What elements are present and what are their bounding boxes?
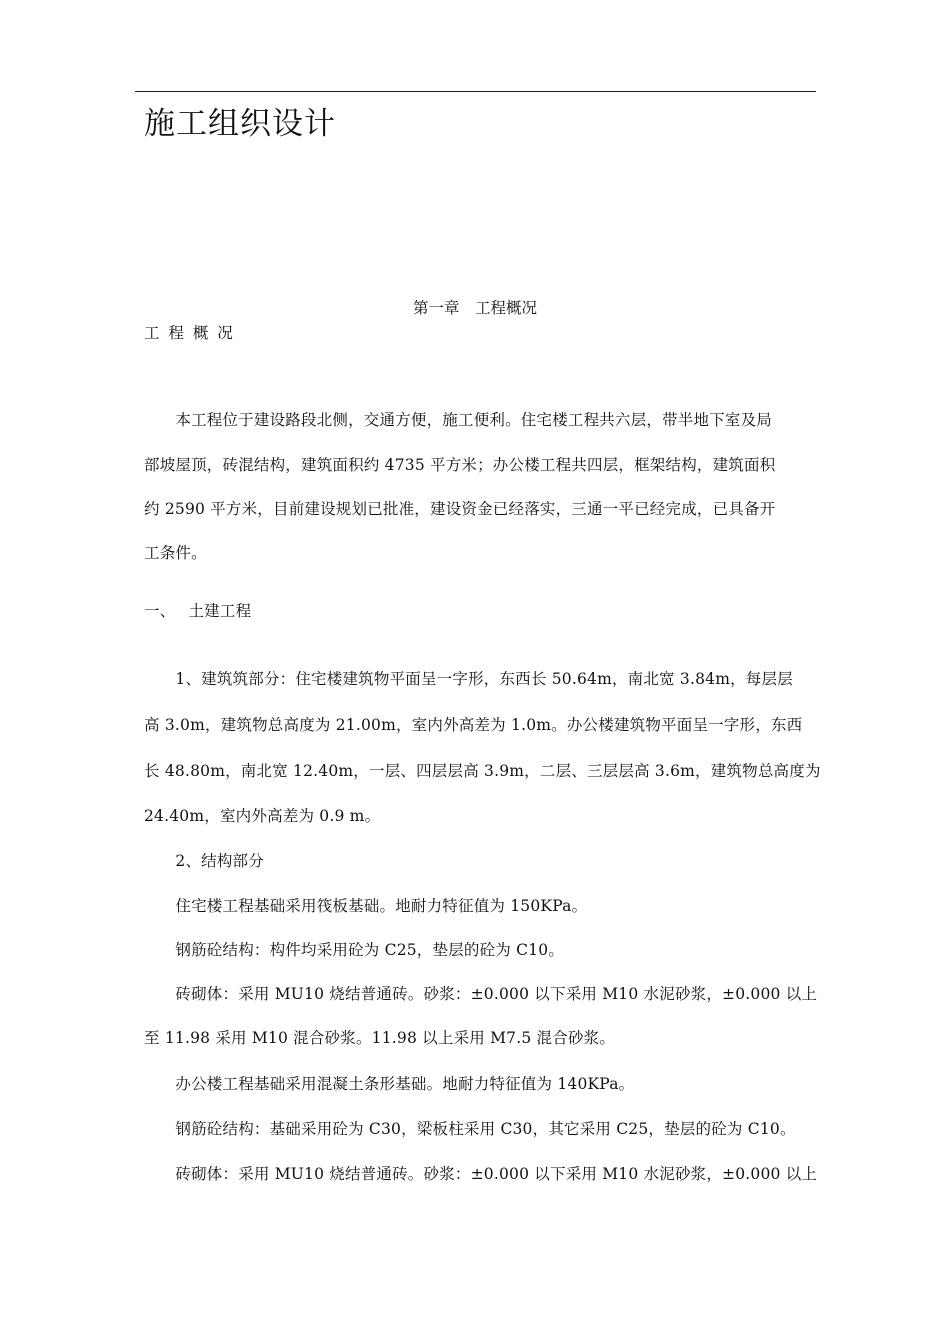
body-line: 钢筋砼结构：构件均采用砼为 C25，垫层的砼为 C10。 — [144, 941, 565, 959]
body-line: 工条件。 — [144, 544, 207, 562]
body-line: 砖砌体：采用 MU10 烧结普通砖。砂浆：±0.000 以下采用 M10 水泥砂浆，±0.000 以上 — [144, 1165, 818, 1183]
body-line: 住宅楼工程基础采用筏板基础。地耐力特征值为 150KPa。 — [144, 897, 588, 915]
body-line: 至 11.98 采用 M10 混合砂浆。11.98 以上采用 M7.5 混合砂浆。 — [144, 1029, 616, 1047]
body-line: 24.40m，室内外高差为 0.9 m。 — [144, 807, 381, 825]
body-line: 部坡屋顶，砖混结构，建筑面积约 4735 平方米；办公楼工程共四层，框架结构，建筑面积 — [144, 456, 776, 474]
section-label: 工 程 概 况 — [144, 324, 235, 342]
body-line: 高 3.0m，建筑物总高度为 21.00m，室内外高差为 1.0m。办公楼建筑物平面呈一字形，东西 — [144, 716, 803, 734]
body-line: 钢筋砼结构：基础采用砼为 C30，梁板柱采用 C30，其它采用 C25，垫层的砼为 C10。 — [144, 1120, 796, 1138]
body-line: 砖砌体：采用 MU10 烧结普通砖。砂浆：±0.000 以下采用 M10 水泥砂浆，±0.000 以上 — [144, 985, 818, 1003]
body-line: 长 48.80m，南北宽 12.40m，一层、四层层高 3.9m，二层、三层层高 3.6m，建筑物总高度为 — [144, 762, 821, 780]
chapter-heading: 第一章 工程概况 — [412, 299, 537, 317]
subsection-heading: 2、结构部分 — [144, 852, 264, 870]
header-rule — [135, 91, 816, 92]
body-line: 本工程位于建设路段北侧，交通方便，施工便利。住宅楼工程共六层，带半地下室及局 — [144, 411, 773, 429]
body-line: 1、建筑筑部分：住宅楼建筑物平面呈一字形，东西长 50.64m，南北宽 3.84m，每层层 — [144, 670, 793, 688]
body-line: 办公楼工程基础采用混凝土条形基础。地耐力特征值为 140KPa。 — [144, 1075, 635, 1093]
document-title: 施工组织设计 — [144, 106, 336, 142]
body-line: 约 2590 平方米，目前建设规划已批准，建设资金已经落实，三通一平已经完成，已具备开 — [144, 500, 776, 518]
section-heading: 一、 土建工程 — [144, 602, 252, 620]
